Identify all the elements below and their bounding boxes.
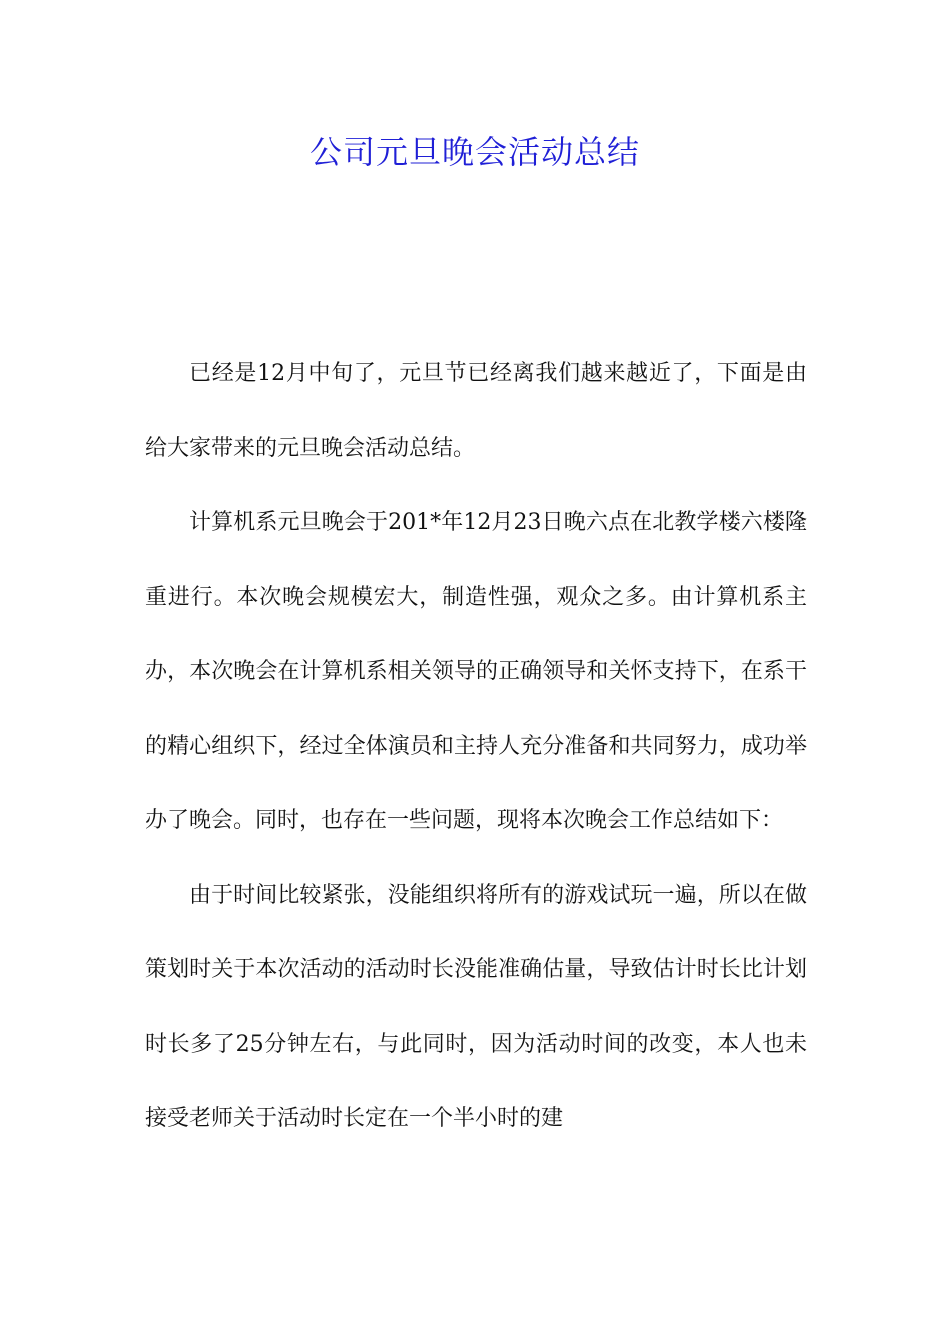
paragraph-event-overview: 计算机系元旦晚会于201*年12月23日晚六点在北教学楼六楼隆重进行。本次晚会规模宏大，制造性强，观众之多。由计算机系主办，本次晚会在计算机系相关领导的正确领导和关怀支持下，在系干的精心组织下，经过全体演员和主持人充分准备和共同努力，成功举办了晚会。同时，也存在一些问题，现将本次晚会工作总结如下： <box>145 510 807 833</box>
document-body <box>145 337 807 1157</box>
document-title: 公司元旦晚会活动总结 <box>309 133 640 171</box>
paragraph-issue-summary: 由于时间比较紧张，没能组织将所有的游戏试玩一遍，所以在做策划时关于本次活动的活动时长没能准确估量，导致估计时长比计划时长多了25分钟左右，与此同时，因为活动时间的改变，本人也未接受老师关于活动时长定在一个半小时的建 <box>145 882 807 1131</box>
paragraph-intro: 已经是12月中旬了，元旦节已经离我们越来越近了，下面是由给大家带来的元旦晚会活动总结。 <box>145 361 807 461</box>
